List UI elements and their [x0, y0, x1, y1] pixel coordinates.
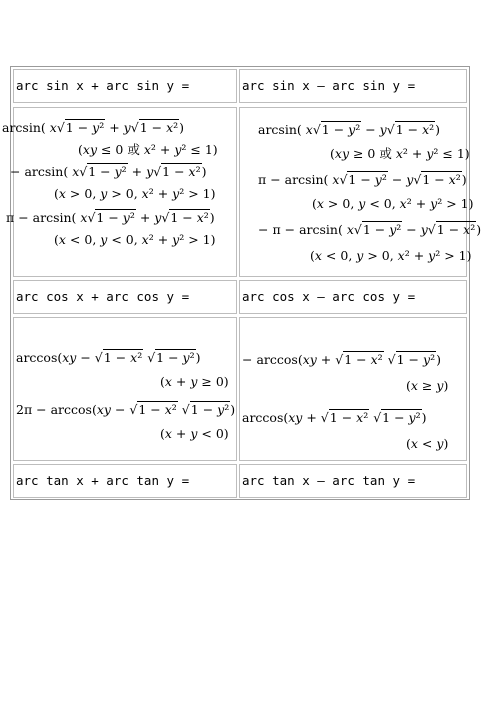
arcsin-sum-case-2-condition: (x > 0, y > 0, x² + y² > 1): [54, 186, 216, 201]
header-arccos-sum: arc cos x + arc cos y =: [16, 289, 190, 304]
arcsin-sum-formulas: [2, 107, 237, 277]
header-arccos-diff: arc cos x – arc cos y =: [242, 289, 416, 304]
arcsin-diff-formulas: [239, 107, 482, 277]
header-arctan-diff: arc tan x – arc tan y =: [242, 473, 416, 488]
arcsin-diff-case-2-condition: (x > 0, y < 0, x² + y² > 1): [312, 196, 474, 211]
header-arcsin-diff: arc sin x – arc sin y =: [242, 78, 416, 93]
arcsin-diff-case-1-condition: (xy ≥ 0 或 x² + y² ≤ 1): [330, 146, 470, 161]
arcsin-sum-case-2-formula: − arcsin( x√1 − y² + y√1 − x²): [10, 164, 207, 179]
arccos-diff-formulas: [239, 317, 467, 461]
arcsin-sum-case-3-formula: π − arcsin( x√1 − y² + y√1 − x²): [6, 210, 215, 225]
arcsin-sum-case-1-condition: (xy ≤ 0 或 x² + y² ≤ 1): [78, 142, 218, 157]
arccos-sum-case-1-formula: arccos(xy − √1 − x² √1 − y²): [16, 350, 201, 365]
arcsin-diff-case-3-condition: (x < 0, y > 0, x² + y² > 1): [310, 248, 472, 263]
header-cell-arcsin-sum: [13, 69, 237, 103]
arcsin-diff-case-3-formula: − π − arcsin( x√1 − y² − y√1 − x²): [258, 222, 482, 237]
arccos-diff-case-2-condition: (x < y): [406, 436, 449, 451]
formula-table: [2, 66, 482, 500]
arccos-diff-case-1-formula: − arccos(xy + √1 − x² √1 − y²): [242, 352, 441, 367]
arccos-sum-case-2-condition: (x + y < 0): [160, 426, 229, 441]
arccos-sum-case-2-formula: 2π − arccos(xy − √1 − x² √1 − y²): [16, 402, 236, 417]
arcsin-sum-case-3-condition: (x < 0, y < 0, x² + y² > 1): [54, 232, 216, 247]
arccos-diff-case-1-condition: (x ≥ y): [406, 378, 449, 393]
header-arcsin-sum: arc sin x + arc sin y =: [16, 78, 190, 93]
arccos-diff-case-2-formula: arccos(xy + √1 − x² √1 − y²): [242, 410, 427, 425]
header-cell-arccos-diff: [239, 280, 467, 314]
arccos-sum-formulas: [13, 317, 237, 461]
header-cell-arcsin-diff: [239, 69, 467, 103]
header-cell-arctan-diff: [239, 464, 467, 498]
arcsin-diff-case-2-formula: π − arcsin( x√1 − y² − y√1 − x²): [258, 172, 467, 187]
header-arctan-sum: arc tan x + arc tan y =: [16, 473, 190, 488]
arcsin-sum-case-1-formula: arcsin( x√1 − y² + y√1 − x²): [2, 120, 185, 135]
header-cell-arccos-sum: [13, 280, 237, 314]
arccos-sum-case-1-condition: (x + y ≥ 0): [160, 374, 229, 389]
header-cell-arctan-sum: [13, 464, 237, 498]
arcsin-diff-case-1-formula: arcsin( x√1 − y² − y√1 − x²): [258, 122, 441, 137]
